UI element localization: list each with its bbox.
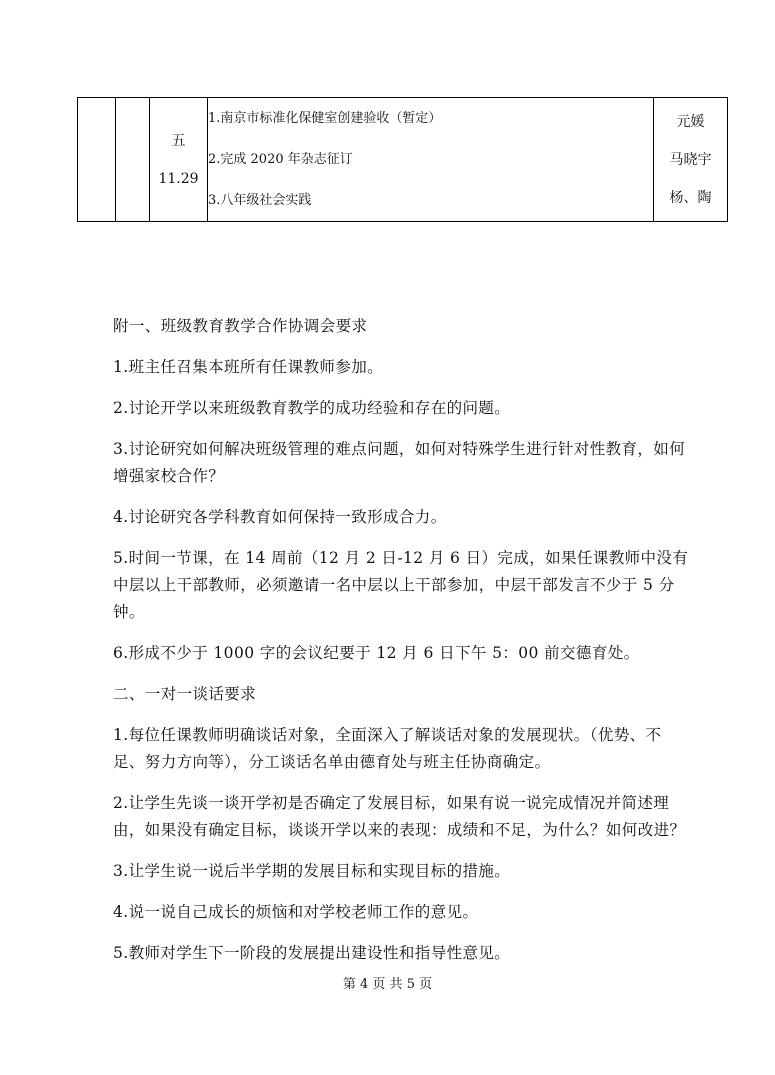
paragraph: 4.讨论研究各学科教育如何保持一致形成合力。 [113,508,447,526]
section-heading: 附一、班级教育教学合作协调会要求 [113,317,368,335]
table-cell-empty [116,98,150,222]
item-text: 3.八年级社会实践 [208,193,312,208]
item-text: 1.南京市标准化保健室创建验收（暂定） [208,111,442,126]
day-date-cell [150,98,208,222]
item-text: 2.完成 2020 年杂志征订 [208,152,353,167]
people-cell [654,98,728,222]
paragraph: 5.时间一节课，在 14 周前（12 月 2 日-12 月 6 日）完成，如果任课教师中没有中层以上干部教师，必须邀请一名中层以上干部参加，中层干部发言不少于 5 分钟。 [113,549,689,621]
table-row [78,98,728,222]
section-heading: 二、一对一谈话要求 [113,685,257,703]
paragraph: 4.说一说自己成长的烦恼和对学校老师工作的意见。 [113,903,479,921]
person-name: 马晓宇 [669,151,712,168]
page-footer: 第 4 页 共 5 页 [342,977,433,992]
date-label: 11.29 [158,170,199,187]
items-cell [208,98,654,222]
person-name: 元媛 [676,113,705,130]
paragraph: 2.讨论开学以来班级教育教学的成功经验和存在的问题。 [113,399,511,417]
paragraph: 3.讨论研究如何解决班级管理的难点问题，如何对特殊学生进行针对性教育，如何增强家校合作？ [113,440,686,485]
appendix-body [113,313,693,979]
paragraph: 1.班主任召集本班所有任课教师参加。 [113,358,383,376]
paragraph: 1.每位任课教师明确谈话对象，全面深入了解谈话对象的发展现状。（优势、不足、努力方向等），分工谈话名单由德育处与班主任协商确定。 [113,726,662,771]
paragraph: 5.教师对学生下一阶段的发展提出建设性和指导性意见。 [113,944,511,962]
paragraph: 6.形成不少于 1000 字的会议纪要于 12 月 6 日下午 5：00 前交德育处。 [113,644,640,662]
person-name: 杨、陶 [669,189,712,206]
schedule-table [77,97,728,222]
table-cell-empty [78,98,116,222]
paragraph: 3.让学生说一说后半学期的发展目标和实现目标的措施。 [113,862,511,880]
paragraph: 2.让学生先谈一谈开学初是否确定了发展目标，如果有说一说完成情况并简述理由，如果没有确定目标，谈谈开学以来的表现：成绩和不足，为什么？如何改进？ [113,794,686,839]
day-label: 五 [171,132,186,149]
